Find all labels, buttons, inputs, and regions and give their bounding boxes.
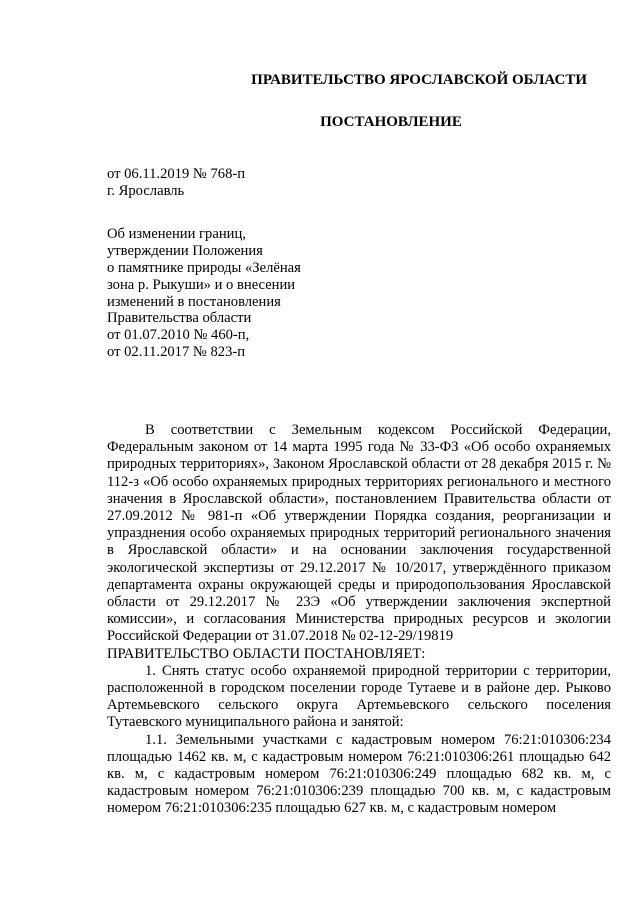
document-meta	[107, 166, 245, 200]
document-type: ПОСТАНОВЛЕНИЕ	[320, 114, 462, 130]
document-subject	[107, 226, 367, 361]
subject-line: зона р. Рыкуши» и о внесении	[107, 276, 296, 293]
subject-line: о памятнике природы «Зелёная	[107, 259, 301, 276]
government-title: ПРАВИТЕЛЬСТВО ЯРОСЛАВСКОЙ ОБЛАСТИ	[251, 72, 587, 88]
subject-line: изменений в постановления	[107, 293, 281, 310]
decree-line: ПРАВИТЕЛЬСТВО ОБЛАСТИ ПОСТАНОВЛЯЕТ:	[107, 645, 426, 662]
preamble-paragraph: В соответствии с Земельным кодексом Российской Федерации, Федеральным законом от 14 марта 1995 года № 33-ФЗ «Об особо охраняемых природных территориях», Законом Ярославской области от 28 декабря 2015 г. № 112-з «Об особо охраняемых природных территориях регионального и местного значения в Ярославской области», постановлением Правительства области от 27.09.2012 № 981-п «Об утверждении Порядка создания, реорганизации и упразднения особо охраняемых природных территорий регионального значения в Ярославской области» и на основании заключения государственной экологической экспертизы от 29.12.2017 № 10/2017, утверждённого приказом департамента охраны окружающей среды и природопользования Ярославской области от 29.12.2017 № 23Э «Об утверждении заключения экспертной комиссии», и согласования Министерства природных ресурсов и экологии Российской Федерации от 31.07.2018 № 02-12-29/19819	[107, 422, 611, 645]
subject-line: Правительства области	[107, 310, 252, 327]
item-1-1-paragraph: 1.1. Земельными участками с кадастровым номером 76:21:010306:234 площадью 1462 кв. м, с кадастровым номером 76:21:010306:261 площадью 642 кв. м, с кадастровым номером 76:21:010306:249 площадью 682 кв. м, с кадастровым номером 76:21:010306:239 площадью 700 кв. м, с кадастровым номером 76:21:010306:235 площадью 627 кв. м, с кадастровым номером	[107, 731, 611, 817]
date-number: от 06.11.2019 № 768-п	[107, 166, 246, 182]
document-body	[107, 422, 611, 818]
subject-line: Об изменении границ,	[107, 226, 246, 242]
subject-line: от 01.07.2010 № 460-п,	[107, 327, 250, 344]
subject-line: утверждении Положения	[107, 242, 263, 259]
subject-line: от 02.11.2017 № 823-п	[107, 344, 246, 361]
item-1-paragraph: 1. Снять статус особо охраняемой природной территории с территории, расположенной в городском поселении городе Тутаеве и в районе дер. Рыково Артемьевского сельского округа Артемьевского сельского поселения Тутаевского муниципального района и занятой:	[107, 662, 611, 731]
city: г. Ярославль	[107, 183, 185, 199]
